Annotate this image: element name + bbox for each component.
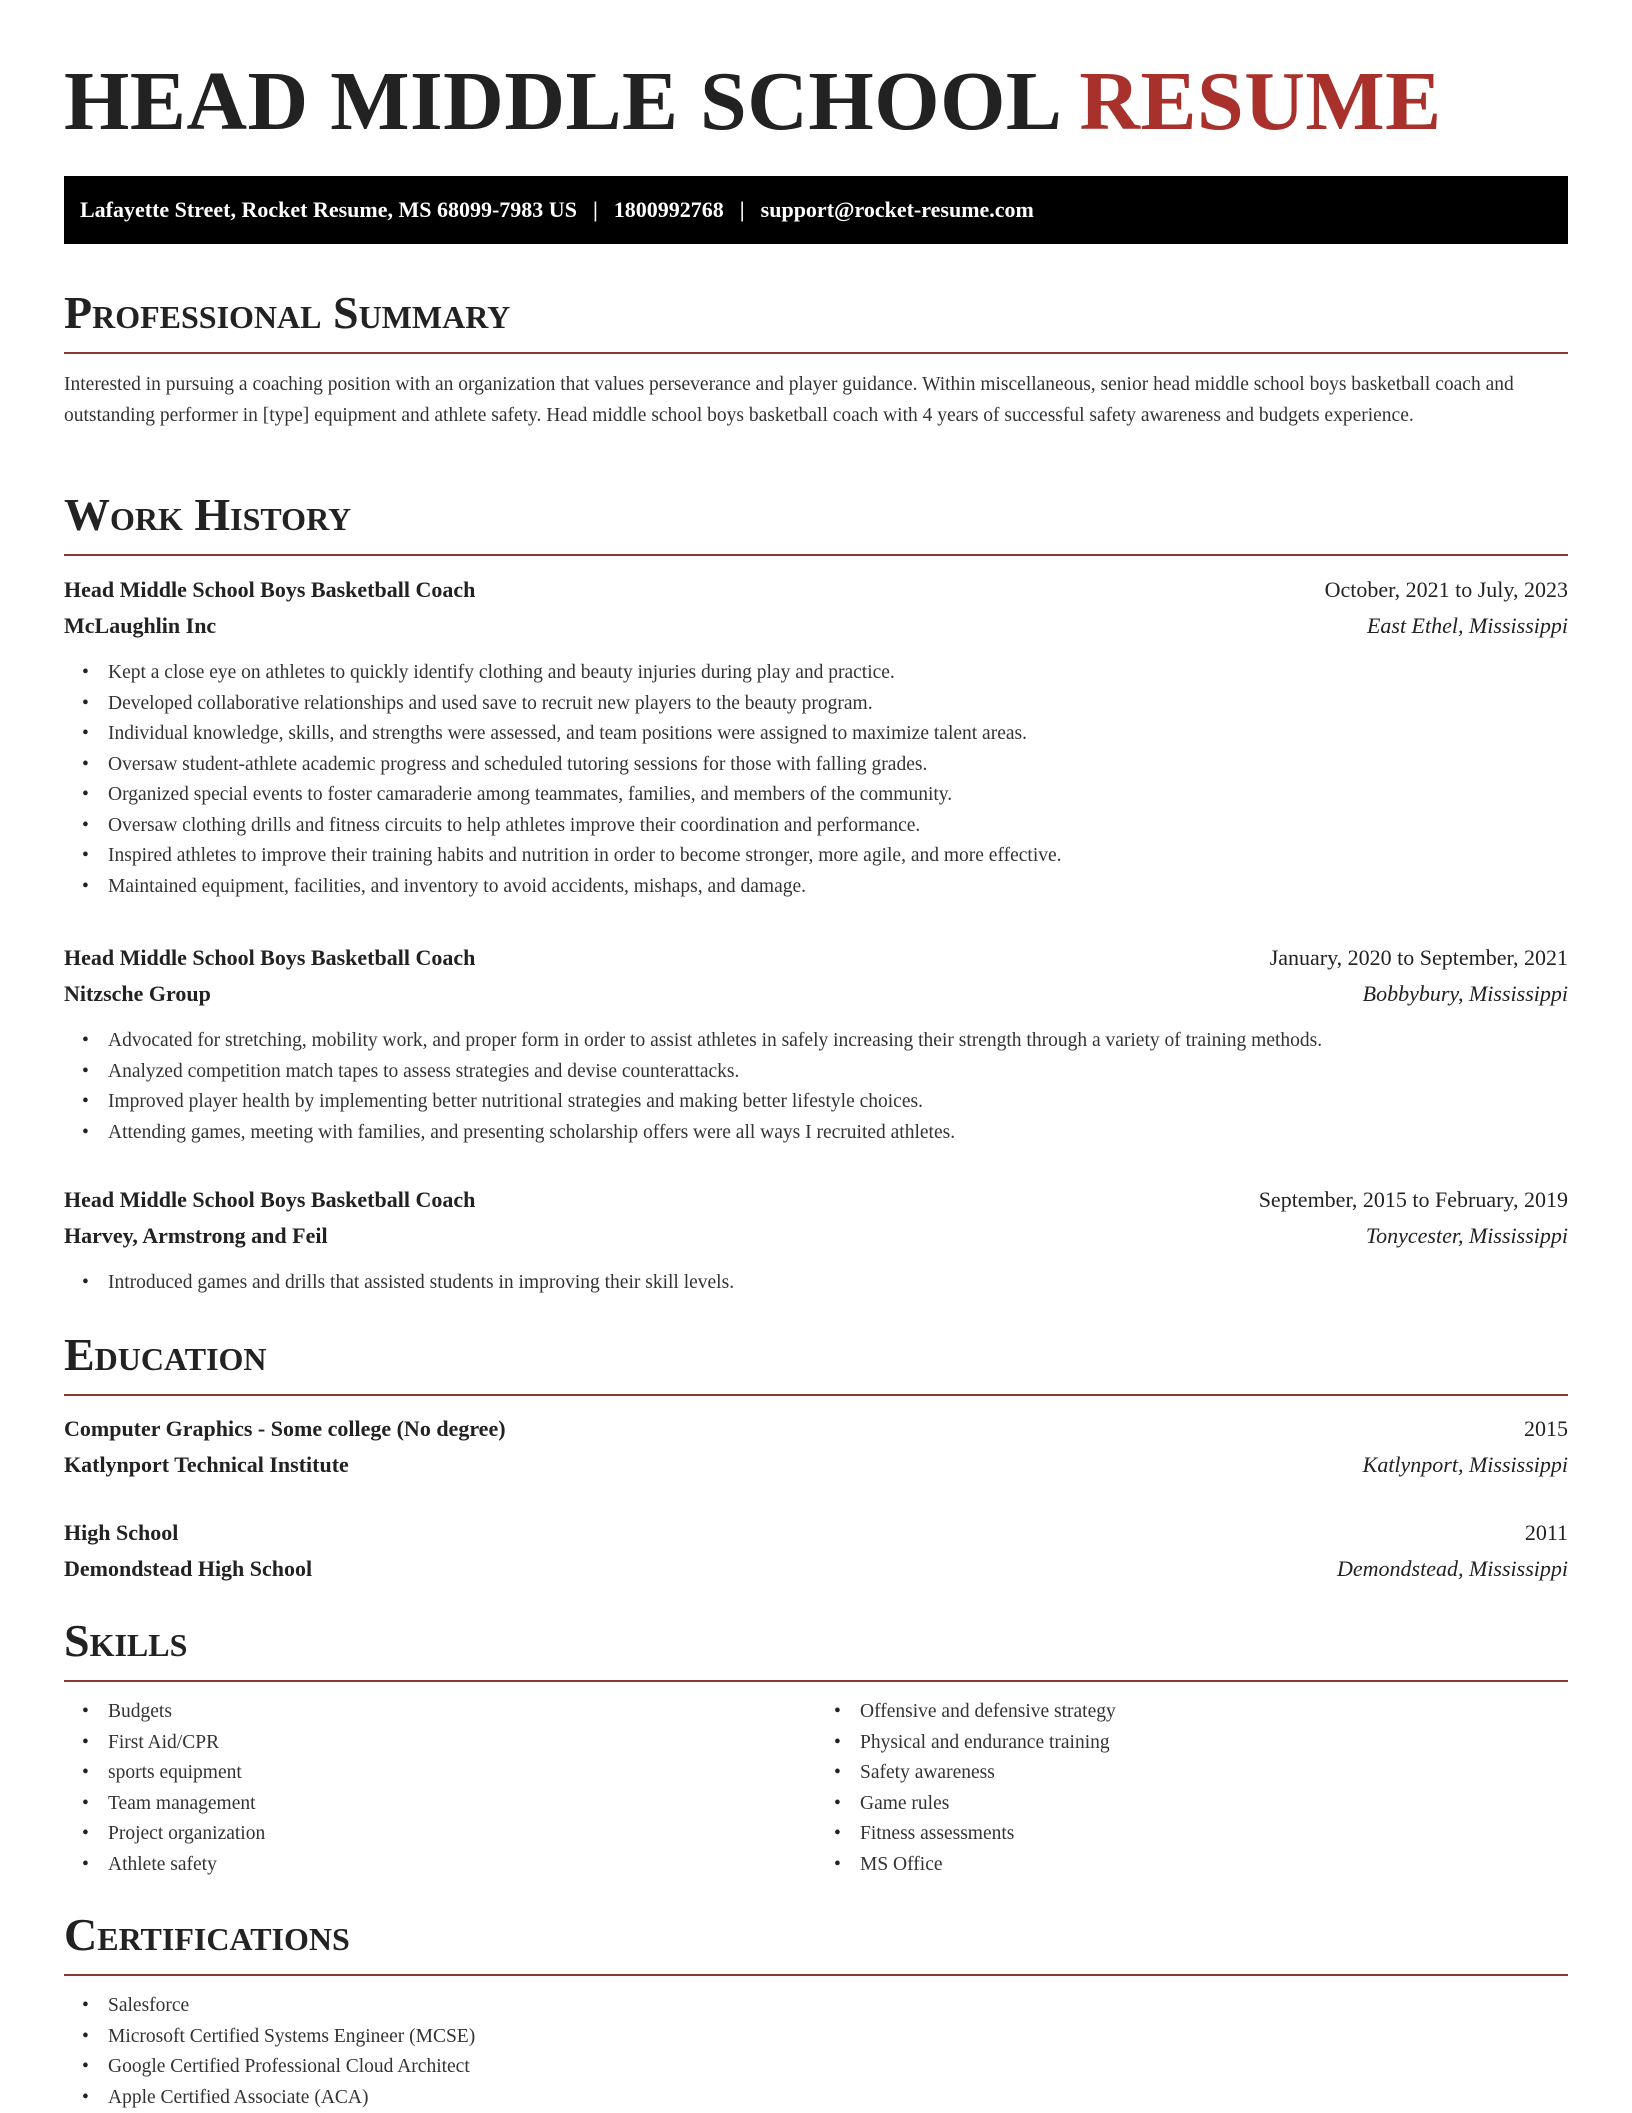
section-title: Certifications bbox=[64, 1908, 1568, 1962]
section-title: Work History bbox=[64, 488, 1568, 542]
skill-item: • Team management bbox=[108, 1789, 816, 1820]
list-item: • Kept a close eye on athletes to quickly identify clothing and beauty injuries during play and practice. bbox=[108, 658, 1568, 689]
summary-text: Interested in pursuing a coaching position with an organization that values perseverance and player guidance. Within miscellaneous, senior head middle school boys basketball coach and outstanding performer in [type] equipment and athlete safety. Head middle school boys basketball coach with 4 years of successful safety awareness and budgets experience. bbox=[64, 369, 1568, 431]
list-item: • Advocated for stretching, mobility work, and proper form in order to assist athletes in safely increasing their strength through a variety of training methods. bbox=[108, 1026, 1568, 1057]
job-company-row bbox=[64, 608, 1568, 644]
skill-item: • Physical and endurance training bbox=[860, 1728, 1568, 1759]
contact-separator: | bbox=[740, 197, 745, 223]
section-divider bbox=[64, 1680, 1568, 1682]
skill-item: • Budgets bbox=[108, 1697, 816, 1728]
contact-separator: | bbox=[593, 197, 598, 223]
education-location: Katlynport, Mississippi bbox=[1363, 1447, 1568, 1483]
certification-item: • Google Certified Professional Cloud Architect bbox=[108, 2052, 1568, 2083]
education-school-row bbox=[64, 1551, 1568, 1587]
certifications-block bbox=[64, 1991, 1568, 2113]
education-header-row bbox=[64, 1411, 1568, 1447]
list-item: • Developed collaborative relationships and used save to recruit new players to the beauty program. bbox=[108, 689, 1568, 720]
list-item: • Oversaw clothing drills and fitness circuits to help athletes improve their coordination and performance. bbox=[108, 811, 1568, 842]
job-company: Nitzsche Group bbox=[64, 976, 211, 1012]
section-title: Education bbox=[64, 1328, 1568, 1382]
list-item: • Individual knowledge, skills, and strengths were assessed, and team positions were assigned to maximize talent areas. bbox=[108, 719, 1568, 750]
section-divider bbox=[64, 352, 1568, 354]
list-item: • Attending games, meeting with families, and presenting scholarship offers were all ways I recruited athletes. bbox=[108, 1118, 1568, 1149]
job-bullets bbox=[64, 658, 1568, 902]
skill-item: • Safety awareness bbox=[860, 1758, 1568, 1789]
contact-address: Lafayette Street, Rocket Resume, MS 68099-7983 US bbox=[80, 197, 577, 223]
skills-column-left bbox=[64, 1697, 816, 1880]
certification-item: • Apple Certified Associate (ACA) bbox=[108, 2083, 1568, 2113]
education-degree: High School bbox=[64, 1515, 178, 1551]
job-location: East Ethel, Mississippi bbox=[1367, 608, 1568, 644]
education-entry bbox=[64, 1411, 1568, 1483]
section-work-header bbox=[64, 488, 1568, 556]
contact-bar bbox=[64, 176, 1568, 244]
job-entry bbox=[64, 1182, 1568, 1299]
skill-item: • Offensive and defensive strategy bbox=[860, 1697, 1568, 1728]
job-title: Head Middle School Boys Basketball Coach bbox=[64, 1182, 475, 1218]
job-entry bbox=[64, 572, 1568, 902]
job-entry bbox=[64, 940, 1568, 1148]
job-company-row bbox=[64, 976, 1568, 1012]
section-title: Professional Summary bbox=[64, 286, 1568, 340]
contact-email: support@rocket-resume.com bbox=[761, 197, 1034, 223]
job-location: Tonycester, Mississippi bbox=[1366, 1218, 1568, 1254]
job-company: McLaughlin Inc bbox=[64, 608, 216, 644]
list-item: • Inspired athletes to improve their training habits and nutrition in order to become stronger, more agile, and more effective. bbox=[108, 841, 1568, 872]
education-degree: Computer Graphics - Some college (No degree) bbox=[64, 1411, 506, 1447]
list-item: • Organized special events to foster camaraderie among teammates, families, and members of the community. bbox=[108, 780, 1568, 811]
list-item: • Maintained equipment, facilities, and inventory to avoid accidents, mishaps, and damage. bbox=[108, 872, 1568, 903]
job-title: Head Middle School Boys Basketball Coach bbox=[64, 940, 475, 976]
job-bullets bbox=[64, 1026, 1568, 1148]
section-skills-header bbox=[64, 1614, 1568, 1682]
education-year: 2011 bbox=[1525, 1515, 1568, 1551]
job-header-row bbox=[64, 572, 1568, 608]
list-item: • Introduced games and drills that assisted students in improving their skill levels. bbox=[108, 1268, 1568, 1299]
job-company: Harvey, Armstrong and Feil bbox=[64, 1218, 328, 1254]
education-school: Katlynport Technical Institute bbox=[64, 1447, 349, 1483]
education-year: 2015 bbox=[1524, 1411, 1568, 1447]
education-entry bbox=[64, 1515, 1568, 1587]
job-title: Head Middle School Boys Basketball Coach bbox=[64, 572, 475, 608]
job-dates: September, 2015 to February, 2019 bbox=[1259, 1182, 1568, 1218]
section-education-header bbox=[64, 1328, 1568, 1396]
job-company-row bbox=[64, 1218, 1568, 1254]
job-header-row bbox=[64, 1182, 1568, 1218]
summary-block bbox=[64, 369, 1568, 431]
certifications-list bbox=[64, 1991, 1568, 2113]
skill-item: • MS Office bbox=[860, 1850, 1568, 1881]
skill-item: • Athlete safety bbox=[108, 1850, 816, 1881]
job-header-row bbox=[64, 940, 1568, 976]
skill-item: • Fitness assessments bbox=[860, 1819, 1568, 1850]
list-item: • Oversaw student-athlete academic progress and scheduled tutoring sessions for those with falling grades. bbox=[108, 750, 1568, 781]
skill-item: • First Aid/CPR bbox=[108, 1728, 816, 1759]
education-header-row bbox=[64, 1515, 1568, 1551]
skill-item: • sports equipment bbox=[108, 1758, 816, 1789]
certification-item: • Microsoft Certified Systems Engineer (MCSE) bbox=[108, 2022, 1568, 2053]
resume-title bbox=[64, 52, 1442, 152]
section-divider bbox=[64, 1394, 1568, 1396]
skills-list bbox=[64, 1697, 1568, 1880]
section-certifications-header bbox=[64, 1908, 1568, 1976]
job-location: Bobbybury, Mississippi bbox=[1363, 976, 1568, 1012]
job-dates: October, 2021 to July, 2023 bbox=[1325, 572, 1568, 608]
list-item: • Analyzed competition match tapes to assess strategies and devise counterattacks. bbox=[108, 1057, 1568, 1088]
education-school-row bbox=[64, 1447, 1568, 1483]
education-school: Demondstead High School bbox=[64, 1551, 312, 1587]
skills-column-right bbox=[816, 1697, 1568, 1880]
contact-phone: 1800992768 bbox=[614, 197, 724, 223]
title-accent: RESUME bbox=[1079, 55, 1441, 148]
section-divider bbox=[64, 554, 1568, 556]
certification-item: • Salesforce bbox=[108, 1991, 1568, 2022]
section-title: Skills bbox=[64, 1614, 1568, 1668]
list-item: • Improved player health by implementing better nutritional strategies and making better lifestyle choices. bbox=[108, 1087, 1568, 1118]
skill-item: • Game rules bbox=[860, 1789, 1568, 1820]
section-summary-header bbox=[64, 286, 1568, 354]
skill-item: • Project organization bbox=[108, 1819, 816, 1850]
title-main: HEAD MIDDLE SCHOOL bbox=[64, 55, 1058, 148]
education-location: Demondstead, Mississippi bbox=[1337, 1551, 1568, 1587]
job-bullets bbox=[64, 1268, 1568, 1299]
job-dates: January, 2020 to September, 2021 bbox=[1270, 940, 1568, 976]
section-divider bbox=[64, 1974, 1568, 1976]
